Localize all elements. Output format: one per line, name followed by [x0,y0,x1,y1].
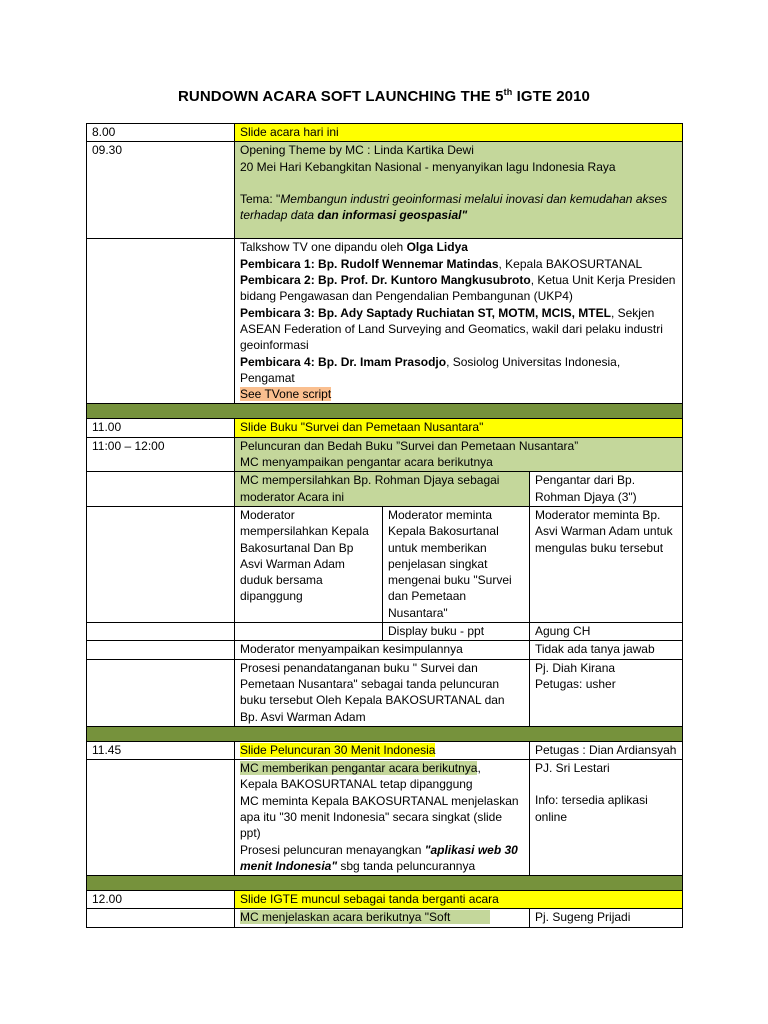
activity-cell [235,760,530,876]
tema-label: Tema: " [240,191,281,206]
spacer [535,776,677,792]
divider-cell [87,404,683,419]
table-row [87,419,683,437]
prosesi-post: sbg tanda peluncurannya [337,858,476,873]
spacer [240,175,677,191]
pembicara-1-role: , Kepala BAKOSURTANAL [498,256,643,271]
activity-cell: Slide acara hari ini [235,124,683,142]
note-cell: Tidak ada tanya jawab [530,641,683,659]
table-row [87,641,683,659]
note-cell: Moderator meminta Bp. Asvi Warman Adam untuk mengulas buku tersebut [530,506,683,622]
time-cell [87,909,235,927]
hari-kebangkitan: 20 Mei Hari Kebangkitan Nasional - menyanyikan lagu Indonesia Raya [240,159,616,174]
title-text: RUNDOWN ACARA SOFT LAUNCHING THE 5 [177,88,504,105]
comma: , [477,761,481,776]
table-row [87,659,683,726]
pembicara-4-name: Pembicara 4: Bp. Dr. Imam Prasodjo [240,354,447,369]
section-divider [87,876,683,891]
note-cell: Petugas : Dian Ardiansyah [530,741,683,759]
table-row [87,472,683,507]
kepala-dipanggung: Kepala BAKOSURTANAL tetap dipanggung [240,777,473,792]
info-aplikasi: Info: tersedia aplikasi online [535,793,648,824]
mc-pengantar-highlight: MC memberikan pengantar acara berikutnya [240,761,478,776]
pembicara-3 [240,305,677,354]
activity-cell: Slide Buku "Survei dan Pemetaan Nusantara" [235,419,683,437]
peluncuran-title: Peluncuran dan Bedah Buku ”Survei dan Pemetaan Nusantara” [240,438,579,453]
title-tail: IGTE 2010 [512,88,591,105]
note-cell: Agung CH [530,623,683,641]
time-cell: 12.00 [87,891,235,909]
pembicara-3-name: Pembicara 3: Bp. Ady Saptady Ruchiatan ST, MOTM, MCIS, MTEL [240,305,611,320]
activity-cell [235,437,683,472]
divider-cell [87,726,683,741]
slide-peluncuran-30-menit: Slide Peluncuran 30 Menit Indonesia [240,742,436,757]
time-cell [87,623,235,641]
activity-cell: Moderator menyampaikan kesimpulannya [235,641,530,659]
activity-cell [235,239,683,404]
activity-cell: Moderator meminta Kepala Bakosurtanal untuk memberikan penjelasan singkat mengenai buku "Survei dan Pemetaan Nusantara" [383,506,530,622]
note-cell [530,659,683,726]
mc-meminta: MC meminta Kepala BAKOSURTANAL menjelaskan apa itu "30 menit Indonesia" secara singkat (slide ppt) [240,793,519,841]
mc-pengantar-line [240,760,524,776]
activity-cell [235,623,383,641]
divider-cell [87,876,683,891]
activity-cell: Prosesi penandatanganan buku " Survei dan Pemetaan Nusantara" sebagai tanda peluncuran buku tersebut Oleh Kepala BAKOSURTANAL dan Bp. Asvi Warman Adam [235,659,530,726]
time-cell: 09.30 [87,142,235,239]
table-row [87,506,683,622]
tema-bold: dan informasi geospasial" [317,208,468,223]
time-cell: 11.45 [87,741,235,759]
page-title [0,87,768,105]
title-superscript: th [503,87,513,97]
mc-pengantar: MC menyampaikan pengantar acara berikutnya [240,455,493,470]
talkshow-pre: Talkshow TV one dipandu oleh [240,240,407,255]
pj-name: PJ. Sri Lestari [535,761,610,776]
section-divider [87,404,683,419]
prosesi-peluncuran [240,842,524,875]
activity-cell [235,741,530,759]
time-cell: 11:00 – 12:00 [87,437,235,472]
mc-menjelaskan: MC menjelaskan acara berikutnya "Soft [240,910,490,924]
pembicara-4 [240,354,677,387]
note-cell: Pj. Sugeng Prijadi [530,909,683,927]
time-cell [87,641,235,659]
time-cell [87,659,235,726]
pembicara-1 [240,256,677,272]
table-row [87,741,683,759]
note-cell [530,760,683,876]
activity-cell: Display buku - ppt [383,623,530,641]
table-row [87,124,683,142]
talkshow-host: Olga Lidya [406,240,468,255]
time-cell [87,472,235,507]
opening-theme: Opening Theme by MC : Linda Kartika Dewi [240,143,474,158]
pembicara-3-role: , Sekjen ASEAN Federation of Land Surveying and Geomatics, wakil dari pelaku industri geoinformasi [240,305,663,353]
activity-cell: MC mempersilahkan Bp. Rohman Djaya sebagai moderator Acara ini [235,472,530,507]
table-row [87,909,683,927]
table-row [87,760,683,876]
tema-italic: Membangun industri geoinformasi melalui inovasi dan kemudahan akses terhadap data [240,191,668,223]
time-cell: 11.00 [87,419,235,437]
table-row [87,437,683,472]
talkshow-line [240,239,677,255]
activity-cell: Slide IGTE muncul sebagai tanda berganti acara [235,891,683,909]
activity-cell [235,909,530,927]
time-cell: 8.00 [87,124,235,142]
table-row [87,239,683,404]
petugas: Petugas: usher [535,676,616,691]
note-cell: Pengantar dari Bp. Rohman Djaya (3") [530,472,683,507]
table-row [87,623,683,641]
section-divider [87,726,683,741]
tvone-script-note: See TVone script [240,387,332,402]
time-cell [87,239,235,404]
pembicara-2-name: Pembicara 2: Bp. Prof. Dr. Kuntoro Mangkusubroto [240,273,531,288]
table-row [87,891,683,909]
activity-cell: Moderator mempersilahkan Kepala Bakosurtanal Dan Bp Asvi Warman Adam duduk bersama dipanggung [235,506,383,622]
time-cell [87,760,235,876]
tema-line [240,191,677,238]
pj-name: Pj. Diah Kirana [535,660,616,675]
time-cell [87,506,235,622]
pembicara-2 [240,272,677,305]
aplikasi-web: "aplikasi web 30 menit Indonesia" [240,842,518,873]
pembicara-4-role: , Sosiolog Universitas Indonesia, Pengamat [240,354,621,385]
rundown-table [86,123,683,928]
table-row [87,142,683,239]
prosesi-pre: Prosesi peluncuran menayangkan [240,842,425,857]
activity-cell [235,142,683,239]
pembicara-2-role: , Ketua Unit Kerja Presiden bidang Pengawasan dan Pengendalian Pembangunan (UKP4) [240,273,676,304]
pembicara-1-name: Pembicara 1: Bp. Rudolf Wennemar Matindas [240,256,499,271]
